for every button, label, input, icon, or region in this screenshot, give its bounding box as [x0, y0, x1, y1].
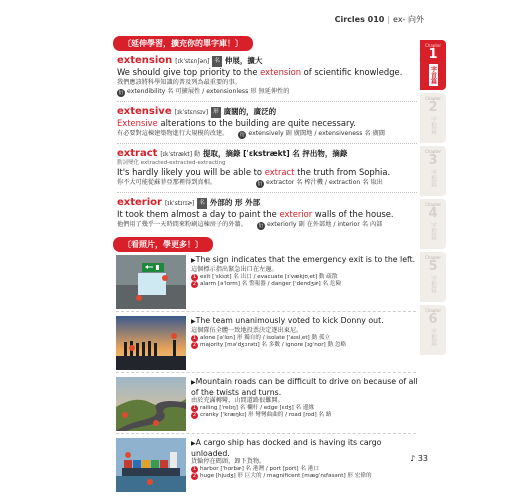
- tab-title: 字根篇: [429, 169, 437, 187]
- example-sentence: [117, 167, 417, 178]
- cargo-ship-photo: [116, 438, 186, 492]
- picture-translation: 貨輪停在碼頭，卸下貨物。: [191, 458, 266, 465]
- tab-caption: Chapter: [425, 308, 441, 313]
- related-icon: 衍: [258, 223, 264, 229]
- vocab-text: huge [hjudʒ] 形 巨大的 / magnificent [mægˈnɪfəsənt] 形 宏偉的: [200, 473, 372, 479]
- word-entries: [117, 55, 417, 238]
- related-text: extendibility 名 可擴展性 / extensionless 形 無延伸性的: [127, 88, 290, 95]
- picture-examples: [116, 255, 416, 499]
- entry-exterior: [117, 197, 417, 234]
- tab-number: 6: [428, 312, 438, 327]
- example-text: alterations to the building are quite necessary.: [157, 118, 356, 128]
- running-header: Circles 010 | ex- 向外: [334, 15, 424, 24]
- picture-row-exit: [116, 255, 416, 312]
- definition: 外部的 形 外部: [209, 198, 261, 207]
- example-sentence: [117, 209, 417, 220]
- phonetic: [ɪkˈstɛnsɪv]: [174, 109, 209, 116]
- related-icon: 衍: [239, 132, 245, 138]
- picture-caption: [191, 438, 418, 480]
- tab-number: 5: [428, 259, 438, 274]
- arrow-icon: ▶: [191, 318, 196, 325]
- topic-label: ex- 向外: [393, 15, 424, 24]
- entry-extract: [117, 148, 417, 193]
- phonetic: [ɪkˈstɛnʃən]: [175, 58, 210, 65]
- related-text: extractor 名 榨汁機 / extraction 名 取出: [266, 179, 383, 186]
- sentence-text: The sign indicates that the emergency exit is to the left.: [195, 255, 416, 264]
- related-words: [117, 87, 417, 97]
- vocab-text: cranky [ˈkræŋkɪ] 形 彎彎曲曲的 / road [rod] 名 路: [200, 412, 332, 418]
- translation: 有必要對這棟建築物進行大規模的改建。: [117, 130, 229, 137]
- sentence-text: A cargo ship has docked and is having its cargo unloaded.: [191, 438, 382, 458]
- vocab-line: [191, 473, 418, 480]
- chapter-tab-3[interactable]: [420, 146, 446, 196]
- tab-title: 字根篇: [429, 222, 437, 240]
- translation-and-related: [117, 178, 417, 188]
- picture-row-road: [116, 377, 416, 434]
- vocab-text: alone [əˈlon] 形 獨自的 / isolate [ˈaɪslˌet] 動 孤立: [200, 334, 331, 341]
- vocab-text: harbor [ˈhɑrbɚ] 名 港灣 / port [port] 名 港口: [200, 466, 319, 472]
- translation: 你不大可能從蘇菲亞那裡得到真相。: [117, 179, 216, 186]
- vocab-line: [191, 412, 418, 419]
- chapter-tab-2[interactable]: [420, 93, 446, 143]
- related-text: extensively 副 廣闊地 / extensiveness 名 廣闊: [248, 130, 385, 137]
- tab-caption: Chapter: [425, 43, 441, 48]
- unit-label: Circles 010: [334, 15, 385, 24]
- page-number: ♪ 33: [410, 454, 428, 463]
- picture-row-team: [116, 316, 416, 373]
- tab-number: 1: [428, 47, 438, 62]
- related-words: [256, 179, 383, 186]
- definition: 提取，摘錄 [ˈɛkstrækt] 名 抨出物，摘錄: [203, 149, 348, 158]
- example-highlight: extract: [264, 167, 295, 177]
- headword: extensive: [117, 106, 172, 117]
- headword-line: [117, 55, 417, 67]
- related-words: [238, 130, 385, 137]
- picture-caption: [191, 377, 418, 419]
- tab-number: 4: [428, 206, 438, 221]
- marker-2-icon: 2: [192, 412, 197, 418]
- related-icon: 衍: [118, 90, 124, 96]
- chapter-tab-5[interactable]: [420, 252, 446, 302]
- pos-badge: 名: [197, 198, 207, 209]
- pos-badge: 名: [212, 56, 222, 67]
- translation: 他們用了幾乎一天時間來粉刷這棟房子的外牆。: [117, 221, 247, 228]
- tab-caption: Chapter: [425, 149, 441, 154]
- vocab-text: railing [ˈrelɪŋ] 名 欄杆 / edge [ɛdʒ] 名 邊緣: [200, 405, 315, 411]
- marker-1-icon: 1: [192, 466, 197, 472]
- example-text: We should give top priority to the: [117, 67, 261, 77]
- translation-and-related: [117, 220, 417, 230]
- picture-translation: 這個隊伍全體一致地投票決定逐出東尼。: [191, 326, 303, 334]
- tab-title: 字根篇: [429, 116, 437, 134]
- marker-2-icon: 2: [192, 341, 197, 348]
- marker-1-icon: 1: [192, 273, 197, 280]
- tab-number: 2: [428, 100, 438, 115]
- picture-translation: 這個標示指出緊急出口在左邊。: [191, 265, 278, 273]
- picture-caption: [191, 255, 418, 288]
- vocab-line: [191, 342, 418, 349]
- pos-badge: 形: [211, 107, 221, 118]
- vocab-text: alarm [əˈlɑrm] 名 警報器 / danger [ˈdendʒɚ] 名 危險: [200, 280, 342, 287]
- sentence-text: Mountain roads can be difficult to drive on because of all of the twists and turns.: [191, 377, 418, 397]
- chapter-tabs: [420, 40, 446, 358]
- example-text: of scientific knowledge.: [301, 67, 403, 77]
- marker-2-icon: 2: [192, 280, 197, 287]
- vocab-text: exit [ˈɛksɪt] 名 出口 / evacuate [ɪˈvækjʊˌet] 動 疏散: [200, 273, 338, 280]
- phonetic: [ɪkˈstɪrɪɚ]: [164, 200, 195, 207]
- section-pictures-heading: 〔看照片，學更多！〕: [113, 237, 213, 252]
- picture-row-ship: [116, 438, 416, 495]
- definition: 廣闊的，廣泛的: [223, 107, 277, 116]
- picture-sentence: [191, 255, 418, 266]
- headword-line: [117, 148, 417, 160]
- example-highlight: exterior: [279, 209, 313, 219]
- headword: exterior: [117, 197, 162, 208]
- tab-caption: Chapter: [425, 96, 441, 101]
- entry-extensive: [117, 106, 417, 144]
- verb-forms: 動詞變化 extracted-extracted-extracting: [117, 160, 226, 166]
- section-learn-heading: 〔延伸學習，擴充你的單字庫！〕: [113, 36, 253, 51]
- tab-caption: Chapter: [425, 255, 441, 260]
- example-highlight: extension: [260, 67, 301, 77]
- marker-2-icon: 2: [192, 473, 197, 479]
- translation-and-related: [117, 129, 417, 139]
- definition: 伸展，擴大: [224, 56, 263, 65]
- example-sentence: [117, 67, 417, 78]
- exit-sign-photo: [116, 255, 186, 309]
- vocab-line: [191, 274, 418, 281]
- vocab-text: majority [məˈdʒɔrətɪ] 名 多數 / ignore [ɪgˈnor] 動 忽略: [200, 341, 347, 348]
- team-silhouette-photo: [116, 316, 186, 370]
- tab-title: 字根篇: [429, 328, 437, 346]
- picture-translation: 由於充滿轉彎，山間道路很難開。: [191, 397, 284, 404]
- headword-line: [117, 106, 417, 118]
- chapter-tab-4[interactable]: [420, 199, 446, 249]
- marker-1-icon: 1: [192, 334, 197, 341]
- arrow-icon: ▶: [191, 257, 196, 264]
- phonetic: [ɪkˈstrækt] 動: [160, 151, 201, 158]
- tab-title: 字首篇: [429, 66, 437, 84]
- vocab-line: [191, 405, 418, 412]
- picture-sentence: [191, 438, 418, 458]
- vocab-line: [191, 335, 418, 342]
- chapter-tab-6[interactable]: [420, 305, 446, 355]
- tab-number: 3: [428, 153, 438, 168]
- related-words: [257, 221, 382, 228]
- chapter-tab-1[interactable]: [420, 40, 446, 90]
- tab-caption: Chapter: [425, 202, 441, 207]
- related-icon: 衍: [257, 181, 263, 187]
- vocab-line: [191, 281, 418, 288]
- arrow-icon: ▶: [191, 440, 196, 447]
- example-text: It's hardly likely you will be able to: [117, 167, 265, 177]
- example-text: the truth from Sophia.: [294, 167, 391, 177]
- example-highlight: Extensive: [117, 118, 158, 128]
- example-text: It took them almost a day to paint the: [117, 209, 280, 219]
- sentence-text: The team unanimously voted to kick Donny out.: [195, 316, 384, 325]
- example-text: walls of the house.: [312, 209, 394, 219]
- translation: 我們應該將科學知識的普及列為最重要的事。: [117, 79, 241, 86]
- vocab-line: [191, 466, 418, 473]
- picture-sentence: [191, 377, 418, 397]
- headword-line: [117, 197, 417, 209]
- entry-extension: [117, 55, 417, 102]
- picture-caption: [191, 316, 418, 349]
- mountain-road-photo: [116, 377, 186, 431]
- headword: extract: [117, 148, 158, 159]
- tab-title: 字根篇: [429, 275, 437, 293]
- picture-sentence: [191, 316, 418, 327]
- arrow-icon: ▶: [191, 379, 196, 386]
- example-sentence: [117, 118, 417, 129]
- related-text: exteriorly 副 在外部地 / interior 名 內部: [266, 221, 383, 228]
- headword: extension: [117, 55, 173, 66]
- marker-1-icon: 1: [192, 405, 197, 411]
